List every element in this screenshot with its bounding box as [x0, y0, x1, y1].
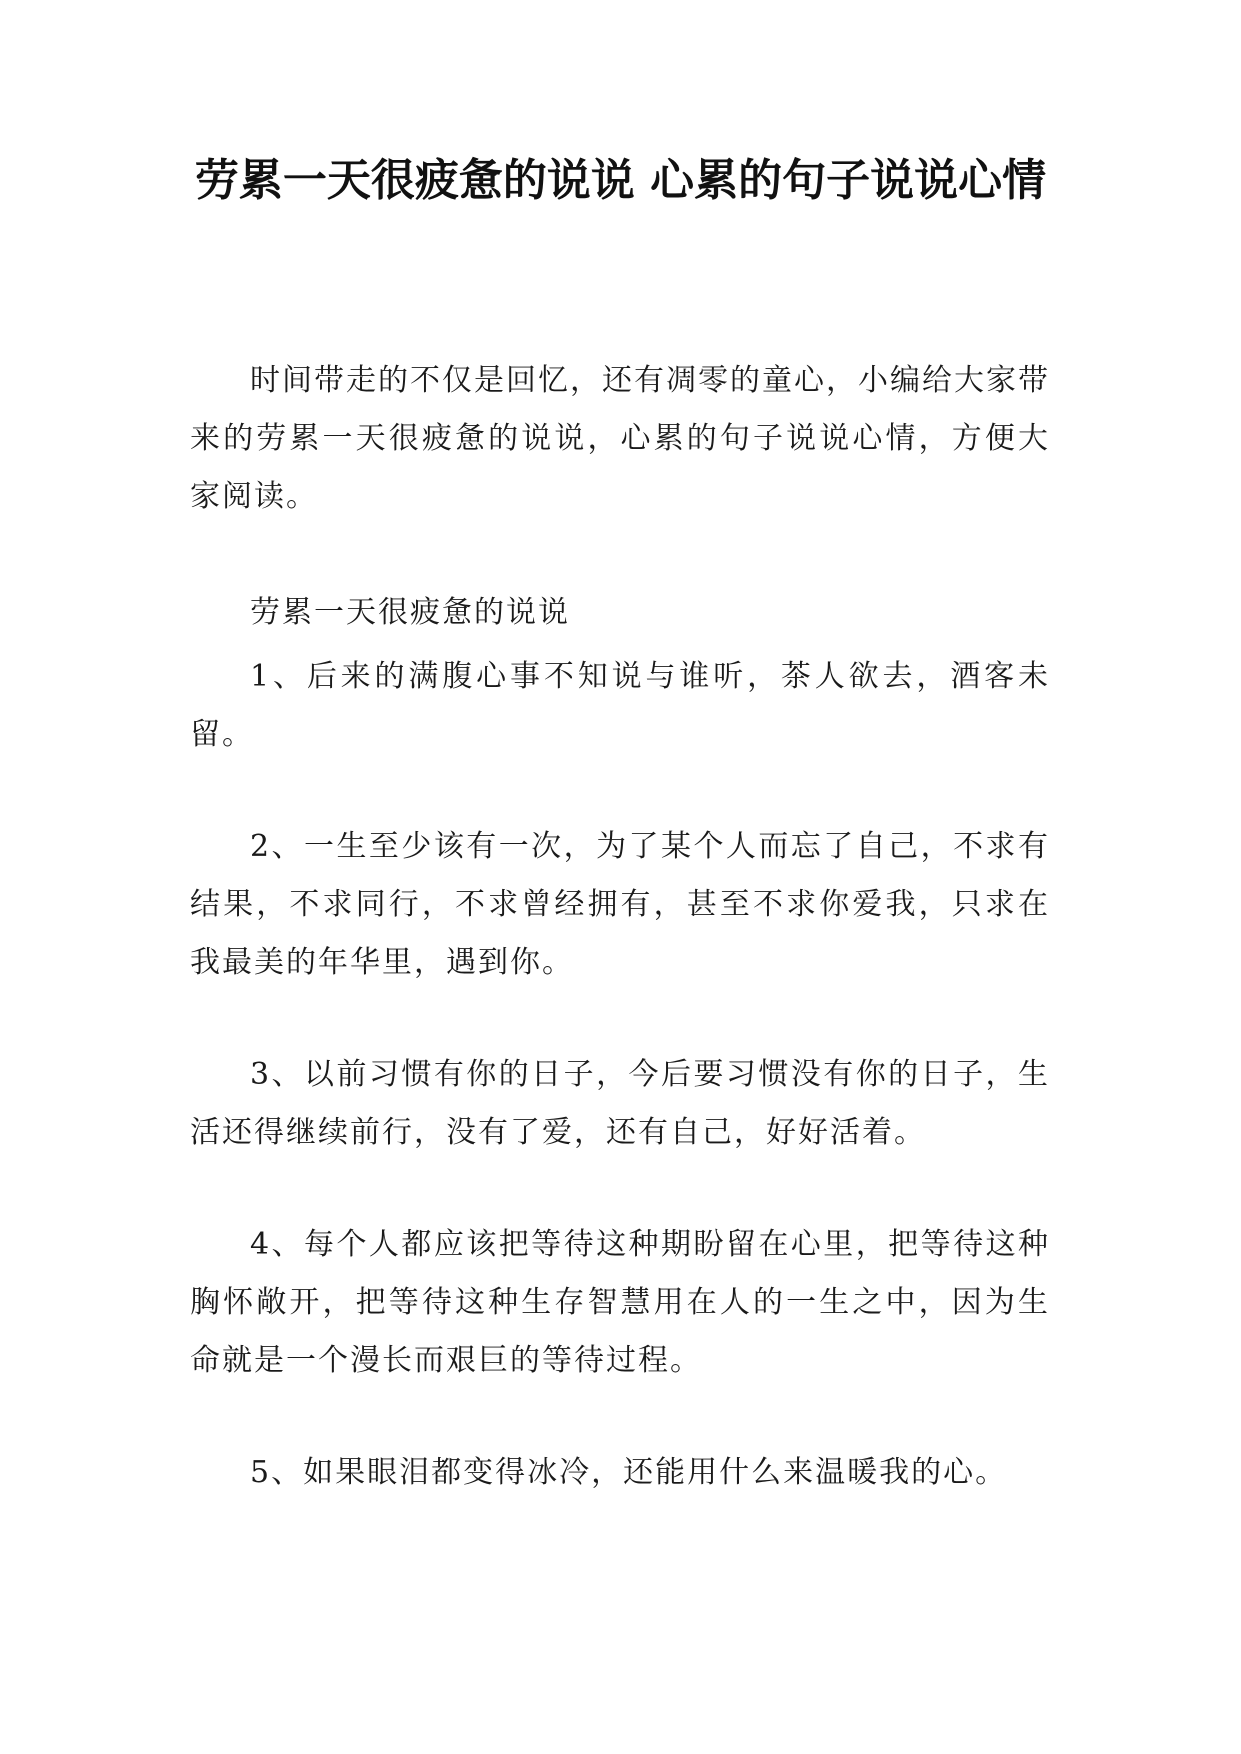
section-heading: 劳累一天很疲惫的说说	[250, 595, 570, 630]
list-item: 4、每个人都应该把等待这种期盼留在心里，把等待这种胸怀敞开，把等待这种生存智慧用在人的一生之中，因为生命就是一个漫长而艰巨的等待过程。	[190, 1227, 1050, 1378]
document-title: 劳累一天很疲惫的说说 心累的句子说说心情	[194, 155, 1047, 206]
list-item: 5、如果眼泪都变得冰冷，还能用什么来温暖我的心。	[250, 1455, 1008, 1490]
document-body	[190, 352, 1050, 1502]
list-item: 1、后来的满腹心事不知说与谁听，茶人欲去，酒客未留。	[190, 659, 1050, 752]
list-item: 3、以前习惯有你的日子，今后要习惯没有你的日子，生活还得继续前行，没有了爱，还有自己，好好活着。	[190, 1057, 1050, 1150]
intro-paragraph: 时间带走的不仅是回忆，还有凋零的童心，小编给大家带来的劳累一天很疲惫的说说，心累的句子说说心情，方便大家阅读。	[190, 363, 1050, 514]
list-item: 2、一生至少该有一次，为了某个人而忘了自己，不求有结果，不求同行，不求曾经拥有，甚至不求你爱我，只求在我最美的年华里，遇到你。	[190, 829, 1050, 980]
